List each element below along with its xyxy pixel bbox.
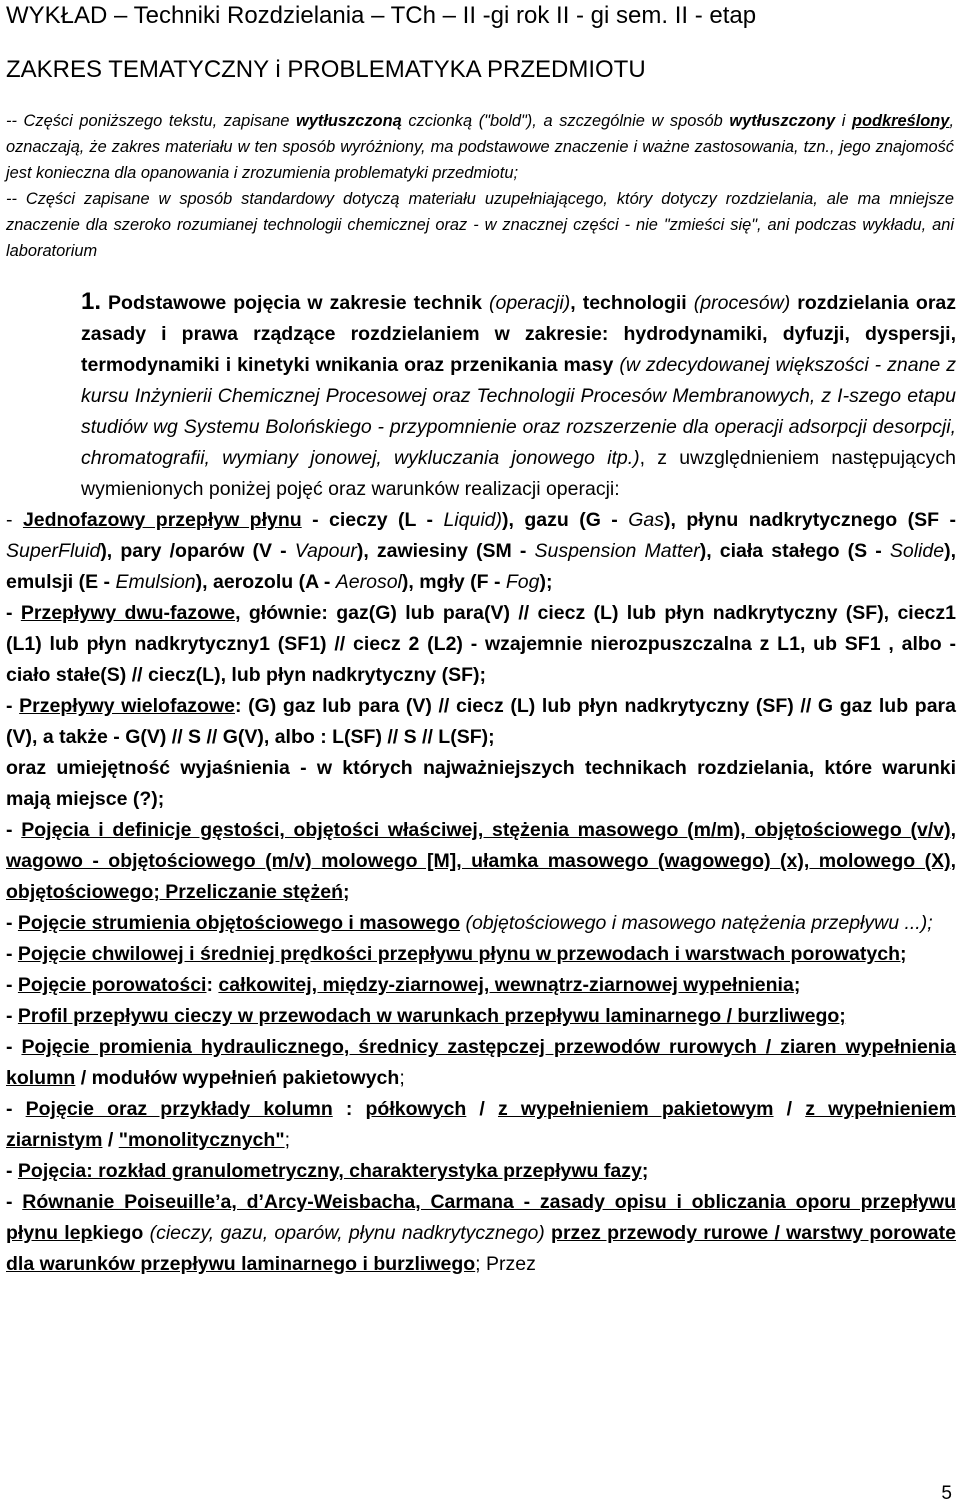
item-granulometry: - Pojęcia: rozkład granulometryczny, charakterystyka przepływu fazy; <box>6 1160 649 1182</box>
item-single-phase-flow: - Jednofazowy przepływ płynu - cieczy (L - Liquid)), gazu (G - Gas), płynu nadkrytycznego (SF - SuperFluid), pary /oparów (V - Vapour), zawiesiny (SM - Suspension Matter), ciała stałego (S - Solide), emulsji (E - Emulsion), aerozolu (A - Aerosol), mgły (F - Fog); <box>6 509 956 593</box>
item-velocity: - Pojęcie chwilowej i średniej prędkości przepływu płynu w przewodach i warstwach porowatych; <box>6 943 907 965</box>
item-stream: - Pojęcie strumienia objętościowego i masowego (objętościowego i masowego natężenia przepływu ...); <box>6 912 933 934</box>
item-hydraulic-radius: - Pojęcie promienia hydraulicznego, średnicy zastępczej przewodów rurowych / ziaren wypełnienia kolumn / modułów wypełnień pakietowych; <box>6 1036 956 1089</box>
note-paragraph-1: -- Części poniższego tekstu, zapisane wytłuszczoną czcionką ("bold"), a szczególnie w sposób wytłuszczony i podkreślony, oznaczają, że zakres materiału w ten sposób wyróżniony, ma podstawowe znaczenie i ważne zastosowania, tzn., jego znajomość jest konieczna dla opanowania i zrozumienia problematyki przedmiotu; <box>6 112 955 182</box>
item-two-phase-flow: - Przepływy dwu-fazowe, głównie: gaz(G) lub para(V) // ciecz (L) lub płyn nadkrytyczny (SF), ciecz1 (L1) lub płyn nadkrytyczny1 (SF1) // ciecz 2 (L2) - wzajemnie nierozpuszczalna z L1, ub SF1 , albo - ciało stałe(S) // ciecz(L), lub płyn nadkrytyczny (SF); <box>6 602 956 686</box>
note-paragraph-2: -- Części zapisane w sposób standardowy dotyczą materiału uzupełniającego, który dotyczy rozdzielania, ale ma mniejsze znaczenie dla szeroko rozumianej technologii chemicznej oraz - w znacznej części - nie "zmieści się", ani podczas wykładu, ani laboratorium <box>6 190 954 260</box>
section-heading: ZAKRES TEMATYCZNY i PROBLEMATYKA PRZEDMIOTU <box>6 56 646 83</box>
item-1: 1. Podstawowe pojęcia w zakresie technik (operacji), technologii (procesów) rozdzielania oraz zasady i prawa rządzące rozdzielaniem w zakresie: hydrodynamiki, dyfuzji, dyspersji, termodynamiki i kinetyki wnikania oraz przenikania masy (w zdecydowanej większości - znane z kursu Inżynierii Chemicznej Procesowej oraz Technologii Procesów Membranowych, z I-szego etapu studiów wg Systemu Bolońskiego - przypomnienie oraz rozszerzenie dla operacji adsorpcji desorpcji, chromatografii, wymiany jonowej, wykluczania jonowego itp.), z uwzględnieniem następujących wymienionych poniżej pojęć oraz warunków realizacji operacji: <box>81 288 957 500</box>
item-flow-profile: - Profil przepływu cieczy w przewodach w warunkach przepływu laminarnego / burzliwego; <box>6 1005 846 1027</box>
main-content <box>6 286 956 1280</box>
page-number: 5 <box>941 1483 952 1504</box>
item-columns: - Pojęcie oraz przykłady kolumn : półkowych / z wypełnieniem pakietowym / z wypełnieniem ziarnistym / "monolitycznych"; <box>6 1098 956 1151</box>
document-title: WYKŁAD – Techniki Rozdzielania – TCh – II -gi rok II - gi sem. II - etap <box>6 2 757 29</box>
item-equations: - Równanie Poiseuille’a, d’Arcy-Weisbacha, Carmana - zasady opisu i obliczania oporu przepływu płynu lepkiego (cieczy, gazu, oparów, płynu nadkrytycznego) przez przewody rurowe / warstwy porowate dla warunków przepływu laminarnego i burzliwego; Przez <box>6 1191 956 1275</box>
item-explanation: oraz umiejętność wyjaśnienia - w których najważniejszych technikach rozdzielania, które warunki mają miejsce (?); <box>6 757 956 810</box>
item-concentration: - Pojęcia i definicje gęstości, objętości właściwej, stężenia masowego (m/m), objętościowego (v/v), wagowo - objętościowego (m/v) molowego [M], ułamka masowego (wagowego) (x), molowego (X), objętościowego; Przeliczanie stężeń; <box>6 819 956 903</box>
item-multiphase-flow: - Przepływy wielofazowe: (G) gaz lub para (V) // ciecz (L) lub płyn nadkrytyczny (SF) // G gaz lub para (V), a także - G(V) // S // G(V), albo : L(SF) // S // L(SF); <box>6 695 956 748</box>
item-porosity: - Pojęcie porowatości: całkowitej, między-ziarnowej, wewnątrz-ziarnowej wypełnienia; <box>6 974 801 996</box>
